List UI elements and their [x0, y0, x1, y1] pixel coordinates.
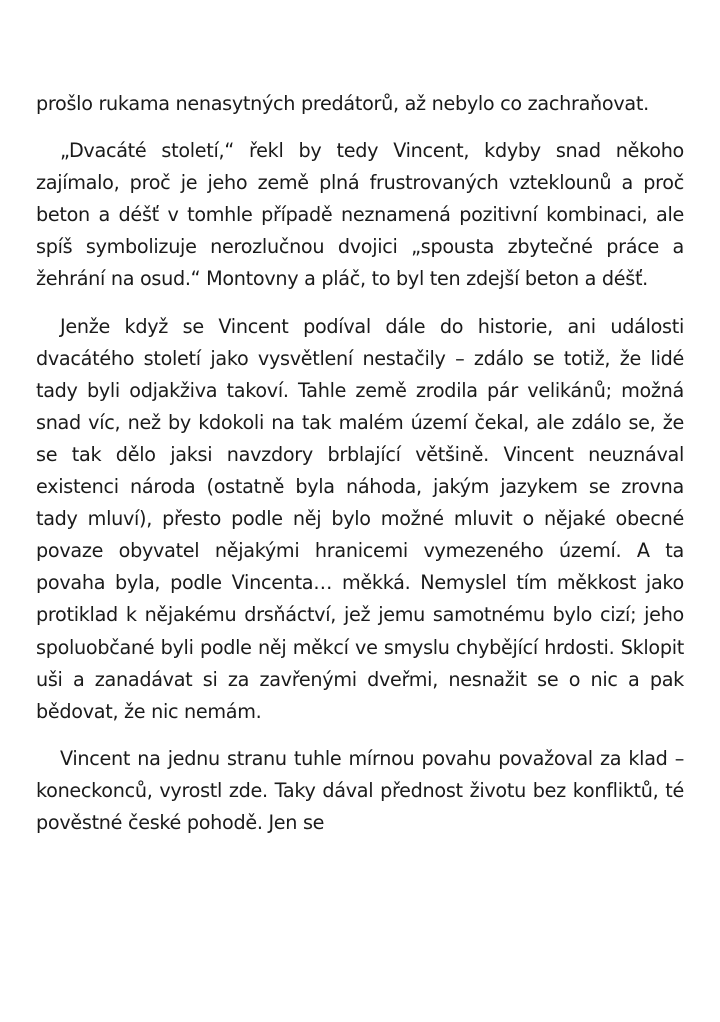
paragraph-mild-nature: Vincent na jednu stranu tuhle mírnou povahu považoval za klad – koneckonců, vyrostl zde. Taky dával přednost životu bez konfliktů, té pověstné české pohodě. Jen se [36, 746, 684, 834]
paragraph-history: Jenže když se Vincent podíval dále do historie, ani události dvacátého století jako vysvětlení nestačily – zdálo se totiž, že lidé tady byli odjakživa takoví. Tahle země zrodila pár velikánů; možná snad víc, než by kdokoli na tak malém území čekal, ale zdálo se, že se tak dělo jaksi navzdory brblající většině. Vincent neuznával existenci národa (ostatně byla náhoda, jakým jazykem se zrovna tady mluví), přesto podle něj bylo možné mluvit o nějaké obecné povaze obyvatel nějakými hranicemi vymezeného území. A ta povaha byla, podle Vincenta… měkká. Nemyslel tím měkkost jako protiklad k nějakému drsňáctví, jež jemu samotnému bylo cizí; jeho spoluobčané byli podle něj měkcí ve smyslu chybějící hrdosti. Sklopit uši a zanadávat si za zavřenými dveřmi, nesnažit se o nic a pak bědovat, že nic nemám. [36, 314, 684, 723]
book-page [36, 88, 684, 839]
paragraph-continuation: prošlo rukama nenasytných predátorů, až nebylo co zachraňovat. [36, 92, 649, 115]
paragraph-twentieth-century: „Dvacáté století,“ řekl by tedy Vincent, kdyby snad někoho zajímalo, proč je jeho země plná frustrovaných vzteklounů a proč beton a déšť v tomhle případě neznamená pozitivní kombinaci, ale spíš symbolizuje nerozlučnou dvojici „spousta zbytečné práce a žehrání na osud.“ Montovny a pláč, to byl ten zdejší beton a déšť. [36, 139, 684, 291]
